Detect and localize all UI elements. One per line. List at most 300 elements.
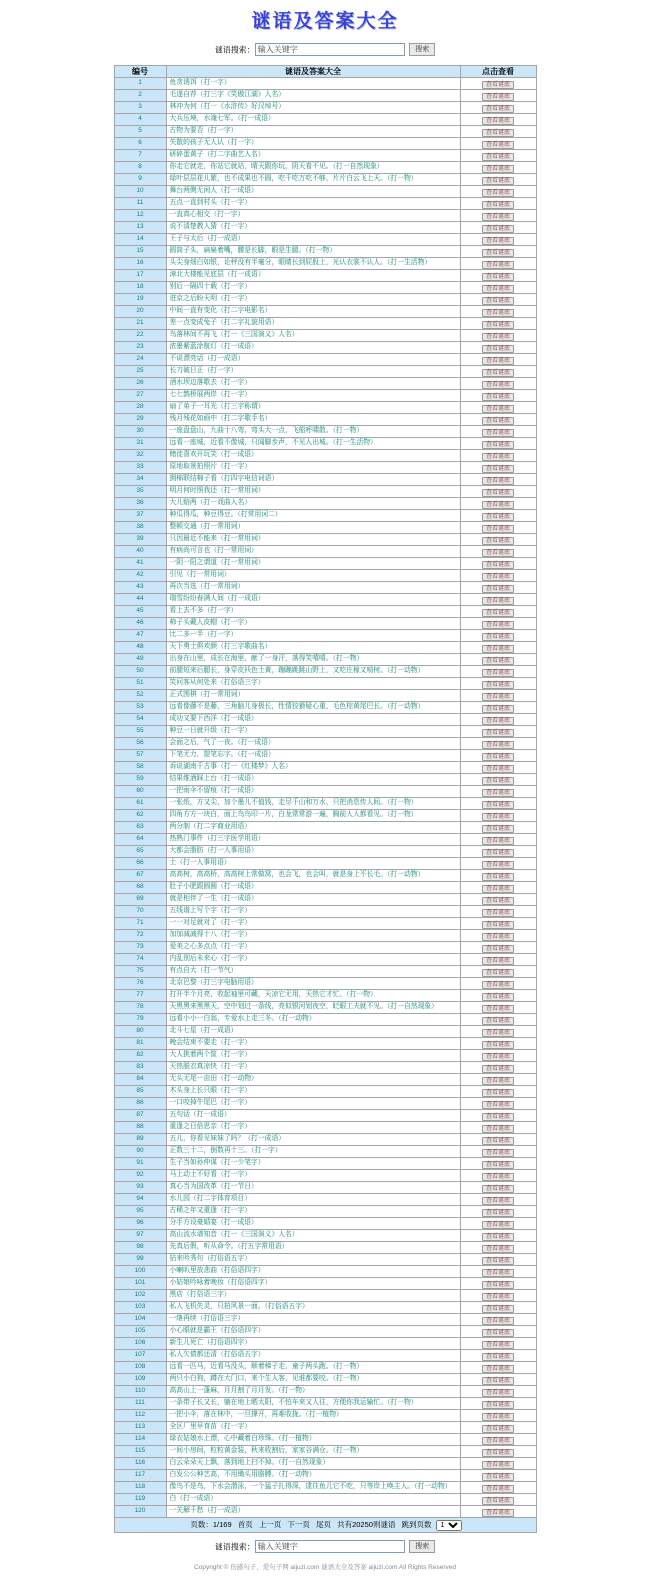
view-answer-button[interactable]: 查看谜底 [482,177,514,185]
view-answer-button[interactable]: 查看谜底 [482,345,514,353]
riddle-text: 先真后假，听从命令。（打五字常用语） [166,1242,460,1254]
view-cell [460,1410,536,1422]
riddle-text: 小心眼就是霸王（打俗语四字） [166,1326,460,1338]
pagination-prev[interactable]: 上一页 [258,1520,282,1529]
row-number: 80 [114,1026,166,1038]
row-number: 52 [114,690,166,702]
view-answer-button[interactable]: 查看谜底 [482,285,514,293]
view-answer-button[interactable]: 查看谜底 [482,777,514,785]
row-number: 24 [114,354,166,366]
row-number: 40 [114,546,166,558]
view-answer-button[interactable]: 查看谜底 [482,465,514,473]
view-answer-button[interactable]: 查看谜底 [482,525,514,533]
view-answer-button[interactable]: 查看谜底 [482,825,514,833]
view-answer-button[interactable]: 查看谜底 [482,321,514,329]
row-number: 97 [114,1230,166,1242]
view-cell [460,1182,536,1194]
pagination-last[interactable]: 尾页 [316,1520,331,1529]
row-number: 49 [114,654,166,666]
row-number: 64 [114,834,166,846]
view-answer-button[interactable]: 查看谜底 [482,957,514,965]
table-row [114,198,536,210]
view-answer-button[interactable]: 查看谜底 [482,609,514,617]
view-answer-button[interactable]: 查看谜底 [482,1113,514,1121]
row-number: 22 [114,330,166,342]
riddle-text: 分手方设豪婚宴（打一成语） [166,1218,460,1230]
table-row [114,1374,536,1386]
table-row [114,930,536,942]
view-answer-button[interactable]: 查看谜底 [482,261,514,269]
row-number: 5 [114,126,166,138]
row-number: 60 [114,786,166,798]
view-answer-button[interactable]: 查看谜底 [482,729,514,737]
riddle-text: 重逢之日倍思亲（打一字） [166,1122,460,1134]
view-answer-button[interactable]: 查看谜底 [482,921,514,929]
riddle-text: 林冲为何（打一《水浒传》好汉绰号） [166,102,460,114]
row-number: 63 [114,822,166,834]
view-answer-button[interactable]: 查看谜底 [482,705,514,713]
table-row [114,1494,536,1506]
riddle-text: 毛遂自荐（打三字《笑傲江湖》人名） [166,90,460,102]
view-answer-button[interactable]: 查看谜底 [482,1353,514,1361]
view-cell [460,954,536,966]
view-answer-button[interactable]: 查看谜底 [482,657,514,665]
row-number: 32 [114,450,166,462]
pagination-first[interactable]: 首页 [237,1520,253,1529]
view-answer-button[interactable]: 查看谜底 [482,981,514,989]
row-number: 81 [114,1038,166,1050]
table-row [114,798,536,810]
row-number: 69 [114,894,166,906]
table-row [114,270,536,282]
view-answer-button[interactable]: 查看谜底 [482,681,514,689]
view-answer-button[interactable]: 查看谜底 [482,489,514,497]
view-answer-button[interactable]: 查看谜底 [482,1005,514,1013]
view-answer-button[interactable]: 查看谜底 [482,861,514,869]
row-number: 55 [114,726,166,738]
row-number: 103 [114,1302,166,1314]
view-answer-button[interactable]: 查看谜底 [482,417,514,425]
riddle-text: 前腿短来后腿长，身穿皮袄色土黄，蹦蹦跳跳山野上，又吃庄稼又啃树。（打一动物） [166,666,460,678]
view-answer-button[interactable]: 查看谜底 [482,1065,514,1073]
riddle-text: 四角方方一块白，面上鸟鸟印一片，白龙常常游一遍，胸前人人都看见。（打一物） [166,810,460,822]
view-answer-button[interactable]: 查看谜底 [482,93,514,101]
row-number: 107 [114,1350,166,1362]
header-riddle: 谜语及答案大全 [166,66,460,78]
view-answer-button[interactable]: 查看谜底 [482,1077,514,1085]
riddle-text: 一张纸，方又尖，加个墨儿不值钱，走尽千山和万水，只把消息传人间。（打一物） [166,798,460,810]
view-answer-button[interactable]: 查看谜底 [482,357,514,365]
view-answer-button[interactable]: 查看谜底 [482,129,514,137]
riddle-text: 爱美之心多点点（打一字） [166,942,460,954]
riddle-text: 远看小小一白翁，专爱水上走三冬。（打一动物） [166,1014,460,1026]
table-row [114,630,536,642]
view-answer-button[interactable]: 查看谜底 [482,333,514,341]
view-answer-button[interactable]: 查看谜底 [482,1161,514,1169]
row-number: 56 [114,738,166,750]
row-number: 54 [114,714,166,726]
riddle-text: 全区厂里早育苗（打一字） [166,1422,460,1434]
view-cell [460,1206,536,1218]
view-answer-button[interactable]: 查看谜底 [482,1233,514,1241]
view-cell [460,1374,536,1386]
table-row [114,690,536,702]
table-row [114,234,536,246]
view-answer-button[interactable]: 查看谜底 [482,909,514,917]
riddle-text: 高山流水谱知音（打一《三国演义》人名） [166,1230,460,1242]
table-row [114,1470,536,1482]
row-number: 96 [114,1218,166,1230]
view-answer-button[interactable]: 查看谜底 [482,429,514,437]
table-row [114,1050,536,1062]
view-answer-button[interactable]: 查看谜底 [482,633,514,641]
view-answer-button[interactable]: 查看谜底 [482,897,514,905]
view-answer-button[interactable]: 查看谜底 [482,1281,514,1289]
row-number: 23 [114,342,166,354]
view-cell [460,690,536,702]
row-number: 7 [114,150,166,162]
view-answer-button[interactable]: 查看谜底 [482,597,514,605]
riddle-text: 头尖身细白如银，论秤没有半毫分，眼睛长到屁股上，光认衣裳不认人。（打一生活物） [166,258,460,270]
view-answer-button[interactable]: 查看谜底 [482,885,514,893]
view-answer-button[interactable]: 查看谜底 [482,249,514,257]
riddle-text: 真心当为国改革（打一节日） [166,1182,460,1194]
table-row [114,870,536,882]
view-answer-button[interactable]: 查看谜底 [482,873,514,881]
view-cell [460,1062,536,1074]
view-cell [460,282,536,294]
header-view: 点击查看 [460,66,536,78]
view-answer-button[interactable]: 查看谜底 [482,1197,514,1205]
view-answer-button[interactable]: 查看谜底 [482,1245,514,1253]
riddle-text: 两分制（打二字商业用语） [166,822,460,834]
row-number: 67 [114,870,166,882]
view-answer-button[interactable]: 查看谜底 [482,81,514,89]
row-number: 34 [114,474,166,486]
riddle-text: 加加减减得十八（打一字） [166,930,460,942]
table-row [114,954,536,966]
view-answer-button[interactable]: 查看谜底 [482,1293,514,1301]
row-number: 38 [114,522,166,534]
view-answer-button[interactable]: 查看谜底 [482,741,514,749]
view-answer-button[interactable]: 查看谜底 [482,765,514,773]
view-answer-button[interactable]: 查看谜底 [482,201,514,209]
view-answer-button[interactable]: 查看谜底 [482,621,514,629]
view-answer-button[interactable]: 查看谜底 [482,453,514,461]
riddle-text: 大人挑着两个筐（打一字） [166,1050,460,1062]
table-row [114,1230,536,1242]
view-cell [460,246,536,258]
view-answer-button[interactable]: 查看谜底 [482,849,514,857]
row-number: 19 [114,294,166,306]
riddle-text: 高高山上一蓬麻，月月割了月月发。（打一物） [166,1386,460,1398]
view-cell [460,1254,536,1266]
view-answer-button[interactable]: 查看谜底 [482,1041,514,1049]
row-number: 50 [114,666,166,678]
view-cell [460,102,536,114]
row-number: 15 [114,246,166,258]
header-number: 编号 [114,66,166,78]
row-number: 45 [114,606,166,618]
view-answer-button[interactable]: 查看谜底 [482,213,514,221]
riddle-text: 扇了弟子一耳光（打三字称谓） [166,402,460,414]
riddle-text: 大都会脂肪（打一人事用语） [166,846,460,858]
row-number: 83 [114,1062,166,1074]
table-row [114,702,536,714]
bottom-search-bar [0,1538,650,1556]
search-input-bottom[interactable] [255,1540,405,1553]
row-number: 111 [114,1398,166,1410]
view-cell [460,546,536,558]
row-number: 117 [114,1470,166,1482]
row-number: 14 [114,234,166,246]
table-row [114,402,536,414]
riddle-text: 失散的孩子无人认（打一字） [166,138,460,150]
view-cell [460,402,536,414]
view-answer-button[interactable]: 查看谜底 [482,1485,514,1493]
row-number: 94 [114,1194,166,1206]
view-answer-button[interactable]: 查看谜底 [482,1257,514,1265]
view-answer-button[interactable]: 查看谜底 [482,573,514,581]
table-row [114,150,536,162]
view-cell [460,1386,536,1398]
view-answer-button[interactable]: 查看谜底 [482,1221,514,1229]
view-answer-button[interactable]: 查看谜底 [482,117,514,125]
copyright-footer: Copyright © 伤感句子，爱句子网 aijuzi.com 谜语大全及答案 aijuzi.com All Rights Reserved [194,1564,456,1571]
view-answer-button[interactable]: 查看谜底 [482,1101,514,1109]
table-row [114,78,536,90]
view-cell [460,78,536,90]
view-cell [460,1350,536,1362]
view-answer-button[interactable]: 查看谜底 [482,753,514,761]
view-answer-button[interactable]: 查看谜底 [482,441,514,449]
view-cell [460,414,536,426]
riddle-text: 小姑娘吟咏着晚妆（打俗语四字） [166,1278,460,1290]
table-row [114,1170,536,1182]
view-answer-button[interactable]: 查看谜底 [482,105,514,113]
view-answer-button[interactable]: 查看谜底 [482,693,514,701]
view-cell [460,1314,536,1326]
view-answer-button[interactable]: 查看谜底 [482,189,514,197]
view-answer-button[interactable]: 查看谜底 [482,1413,514,1421]
table-row [114,282,536,294]
view-answer-button[interactable]: 查看谜底 [482,153,514,161]
view-cell [460,606,536,618]
view-cell [460,126,536,138]
row-number: 98 [114,1242,166,1254]
view-answer-button[interactable]: 查看谜底 [482,309,514,317]
view-answer-button[interactable]: 查看谜底 [482,1437,514,1445]
table-row [114,726,536,738]
table-row [114,942,536,954]
row-number: 59 [114,774,166,786]
view-answer-button[interactable]: 查看谜底 [482,801,514,809]
view-answer-button[interactable]: 查看谜底 [482,1137,514,1145]
view-answer-button[interactable]: 查看谜底 [482,1449,514,1457]
riddle-text: 一把小伞，落在林中，一旦撑开，再难收拢。（打一植物） [166,1410,460,1422]
row-number: 9 [114,174,166,186]
view-answer-button[interactable]: 查看谜底 [482,669,514,677]
view-answer-button[interactable]: 查看谜底 [482,1269,514,1277]
row-number: 43 [114,582,166,594]
view-cell [460,834,536,846]
table-row [114,762,536,774]
view-answer-button[interactable]: 查看谜底 [482,165,514,173]
table-row [114,714,536,726]
view-answer-button[interactable]: 查看谜底 [482,1125,514,1133]
view-answer-button[interactable]: 查看谜底 [482,1029,514,1037]
view-answer-button[interactable]: 查看谜底 [482,1377,514,1385]
view-answer-button[interactable]: 查看谜底 [482,1209,514,1217]
row-number: 13 [114,222,166,234]
view-answer-button[interactable]: 查看谜底 [482,585,514,593]
view-answer-button[interactable]: 查看谜底 [482,237,514,245]
riddle-text: 一关解千愁（打一成语） [166,1506,460,1518]
view-answer-button[interactable]: 查看谜底 [482,1149,514,1157]
pagination-next[interactable]: 下一页 [287,1520,310,1529]
view-answer-button[interactable]: 查看谜底 [482,645,514,653]
view-answer-button[interactable]: 查看谜底 [482,225,514,233]
view-answer-button[interactable]: 查看谜底 [482,1017,514,1025]
table-row [114,1338,536,1350]
view-answer-button[interactable]: 查看谜底 [482,393,514,401]
riddle-text: 鱼贪诱饵（打一字） [166,78,460,90]
view-cell [460,582,536,594]
riddle-text: 一座盘盘山，九曲十八弯，弯头大一点，飞船呼啸散。（打一物） [166,426,460,438]
table-row [114,486,536,498]
view-answer-button[interactable]: 查看谜底 [482,501,514,509]
view-answer-button[interactable]: 查看谜底 [482,969,514,977]
view-answer-button[interactable]: 查看谜底 [482,717,514,725]
view-answer-button[interactable]: 查看谜底 [482,369,514,377]
view-cell [460,294,536,306]
table-row [114,990,536,1002]
row-number: 39 [114,534,166,546]
table-row [114,1266,536,1278]
riddle-text: 一口咬掉牛尾巴（打一字） [166,1098,460,1110]
view-cell [460,1230,536,1242]
view-cell [460,1158,536,1170]
view-cell [460,366,536,378]
row-number: 20 [114,306,166,318]
view-answer-button[interactable]: 查看谜底 [482,813,514,821]
riddle-text: 长刀破日正（打一字） [166,366,460,378]
view-answer-button[interactable]: 查看谜底 [482,405,514,413]
pagination-bar [114,1518,536,1533]
riddle-text: 一继再续（打俗语三字） [166,1314,460,1326]
view-answer-button[interactable]: 查看谜底 [482,513,514,521]
view-cell [460,1434,536,1446]
row-number: 70 [114,906,166,918]
view-answer-button[interactable]: 查看谜底 [482,993,514,1001]
view-answer-button[interactable]: 查看谜底 [482,381,514,389]
riddle-text: 天热脱衣真凉快（打一字） [166,1062,460,1074]
table-row [114,1446,536,1458]
view-answer-button[interactable]: 查看谜底 [482,1317,514,1325]
view-answer-button[interactable]: 查看谜底 [482,1473,514,1481]
view-answer-button[interactable]: 查看谜底 [482,1089,514,1097]
riddle-text: 天黑黑来黑黑天，空中划过一条线，亮似银河划夜空，眨眼工夫就不见。（打一自然现象） [166,1002,460,1014]
view-answer-button[interactable]: 查看谜底 [482,1389,514,1397]
view-cell [460,618,536,630]
view-answer-button[interactable]: 查看谜底 [482,945,514,953]
view-cell [460,762,536,774]
view-answer-button[interactable]: 查看谜底 [482,1497,514,1505]
view-answer-button[interactable]: 查看谜底 [482,1173,514,1181]
search-button[interactable]: 搜索 [409,43,435,56]
table-row [114,1002,536,1014]
view-answer-button[interactable]: 查看谜底 [482,1341,514,1349]
riddle-text: 古稀之年又重逢（打一字） [166,1206,460,1218]
riddle-text: 成功又要下西洋（打一成语） [166,714,460,726]
row-number: 100 [114,1266,166,1278]
view-cell [460,198,536,210]
view-cell [460,474,536,486]
view-answer-button[interactable]: 查看谜底 [482,1305,514,1313]
table-row [114,450,536,462]
view-answer-button[interactable]: 查看谜底 [482,477,514,485]
view-answer-button[interactable]: 查看谜底 [482,1185,514,1193]
view-cell [460,1122,536,1134]
view-cell [460,138,536,150]
view-answer-button[interactable]: 查看谜底 [482,933,514,941]
page-jump-select[interactable] [436,1520,462,1531]
view-cell [460,1026,536,1038]
view-answer-button[interactable]: 查看谜底 [482,1401,514,1409]
search-button-bottom[interactable]: 搜索 [409,1540,435,1553]
view-cell [460,822,536,834]
view-answer-button[interactable]: 查看谜底 [482,1461,514,1469]
view-answer-button[interactable]: 查看谜底 [482,549,514,557]
view-answer-button[interactable]: 查看谜底 [482,141,514,149]
riddle-text: 整顿交通（打一常用词） [166,522,460,534]
riddle-text: 原地取景拍照片（打一字） [166,462,460,474]
row-number: 51 [114,678,166,690]
view-answer-button[interactable]: 查看谜底 [482,837,514,845]
view-answer-button[interactable]: 查看谜底 [482,297,514,305]
row-number: 72 [114,930,166,942]
row-number: 57 [114,750,166,762]
view-cell [460,378,536,390]
view-answer-button[interactable]: 查看谜底 [482,561,514,569]
view-cell [460,1362,536,1374]
riddle-text: 五线谱上写个字（打一字） [166,906,460,918]
riddle-text: 比二多一半（打一字） [166,630,460,642]
table-row [114,378,536,390]
view-answer-button[interactable]: 查看谜底 [482,537,514,545]
search-input[interactable] [255,43,405,56]
view-answer-button[interactable]: 查看谜底 [482,273,514,281]
view-answer-button[interactable]: 查看谜底 [482,1509,514,1517]
table-row [114,1158,536,1170]
view-answer-button[interactable]: 查看谜底 [482,1365,514,1373]
view-cell [460,114,536,126]
row-number: 27 [114,390,166,402]
view-answer-button[interactable]: 查看谜底 [482,1329,514,1337]
riddle-text: 酒水坝边落歌去（打一字） [166,378,460,390]
riddle-text: 七七鹊桥展两岸（打一字） [166,390,460,402]
view-cell [460,750,536,762]
view-answer-button[interactable]: 查看谜底 [482,1425,514,1433]
view-cell [460,654,536,666]
view-answer-button[interactable]: 查看谜底 [482,789,514,797]
view-answer-button[interactable]: 查看谜底 [482,1053,514,1061]
view-cell [460,330,536,342]
riddle-text: 种瓜得瓜，种豆得豆。（打常用词二） [166,510,460,522]
riddle-text: 浓墨紫蓝涂航灯（打一成语） [166,342,460,354]
view-cell [460,534,536,546]
row-number: 113 [114,1422,166,1434]
